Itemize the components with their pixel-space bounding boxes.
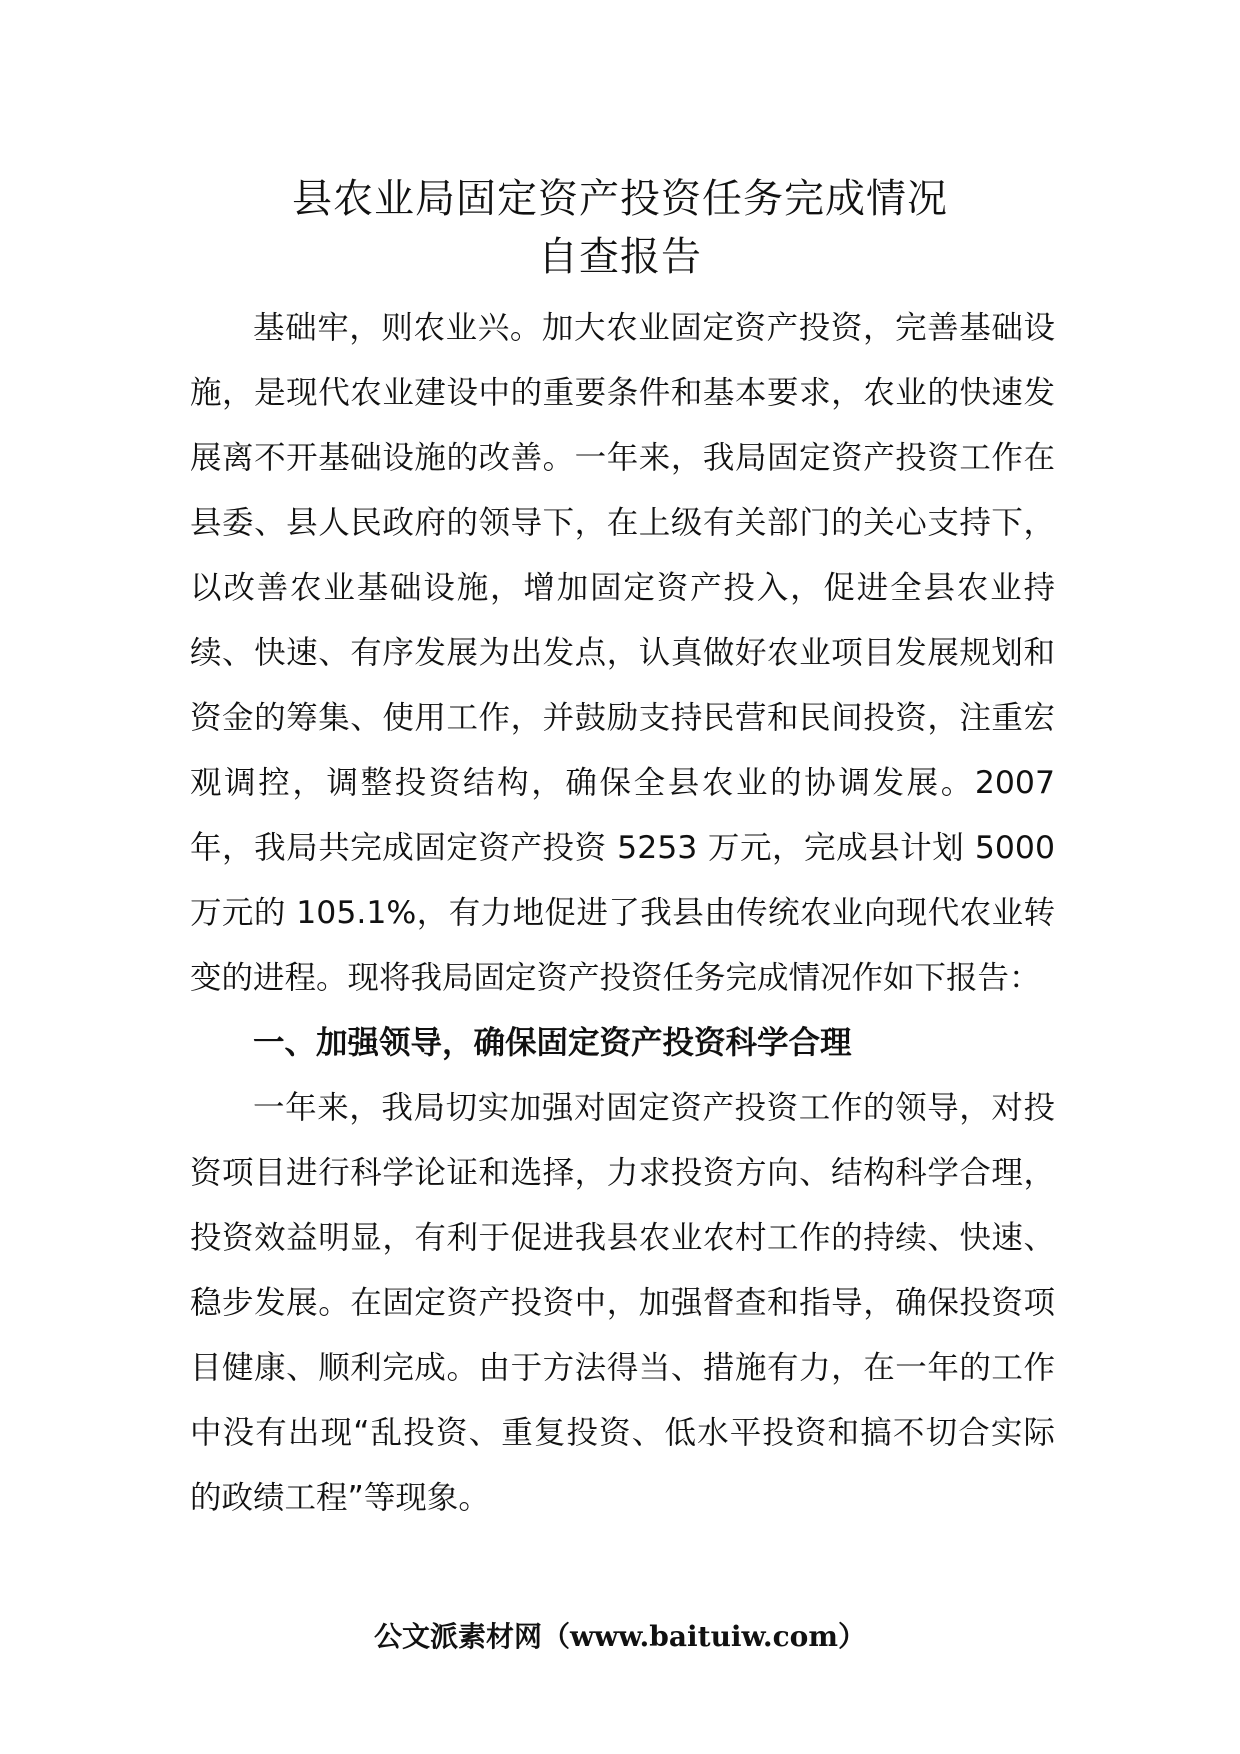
section-heading-1: 一、加强领导，确保固定资产投资科学合理 [253,1025,852,1061]
document-title [0,170,1240,286]
title-line-2: 自查报告 [538,234,702,280]
paragraph-intro: 基础牢，则农业兴。加大农业固定资产投资，完善基础设施，是现代农业建设中的重要条件和基本要求，农业的快速发展离不开基础设施的改善。一年来，我局固定资产投资工作在县委、县人民政府的领导下，在上级有关部门的关心支持下，以改善农业基础设施，增加固定资产投入，促进全县农业持续、快速、有序发展为出发点，认真做好农业项目发展规划和资金的筹集、使用工作，并鼓励支持民营和民间投资，注重宏观调控，调整投资结构，确保全县农业的协调发展。2007 年，我局共完成固定资产投资 5253 万元，完成县计划 5000 万元的 105.1%，有力地促进了我县由传统农业向现代农业转变的进程。现将我局固定资产投资任务完成情况作如下报告： [190,310,1055,996]
title-line-1: 县农业局固定资产投资任务完成情况 [292,176,948,222]
footer-watermark: 公文派素材网（www.baituiw.com） [374,1620,866,1653]
document-body [190,296,1055,1531]
paragraph-section-1: 一年来，我局切实加强对固定资产投资工作的领导，对投资项目进行科学论证和选择，力求投资方向、结构科学合理，投资效益明显，有利于促进我县农业农村工作的持续、快速、稳步发展。在固定资产投资中，加强督查和指导，确保投资项目健康、顺利完成。由于方法得当、措施有力，在一年的工作中没有出现“乱投资、重复投资、低水平投资和搞不切合实际的政绩工程”等现象。 [190,1090,1055,1516]
